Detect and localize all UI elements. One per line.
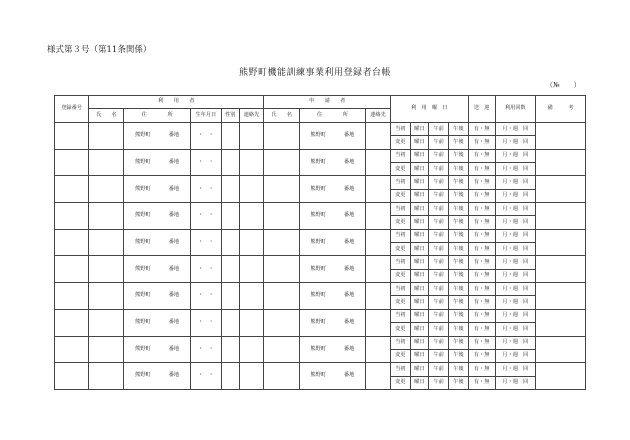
banchi-label: 番地 [168,372,180,379]
applicant-contact-cell [366,123,391,150]
header-user-name: 氏 名 [89,109,124,123]
changed-label: 変更 [390,323,410,336]
town-name: 熊野町 [310,158,326,165]
user-contact-cell [239,203,264,230]
user-gender-cell [221,283,239,310]
user-address-cell [124,363,190,390]
usage-count-unit: 月・週 回 [495,149,535,162]
transport-choice: 有・無 [468,123,495,136]
registration-number-cell [55,123,89,150]
applicant-name-cell [264,363,299,390]
banchi-label: 番地 [343,265,355,272]
town-name: 熊野町 [310,292,326,299]
header-registration-number: 登録番号 [55,96,89,123]
town-name: 熊野町 [135,265,151,272]
pm-label: 午後 [449,323,469,336]
usage-count-unit: 月・週 回 [495,229,535,242]
user-contact-cell [239,149,264,176]
ledger-row [55,229,586,242]
banchi-label: 番地 [168,158,180,165]
remarks-cell [536,309,586,336]
am-label: 午前 [429,176,449,189]
user-name-cell [89,336,124,363]
usage-count-unit: 月・週 回 [495,349,535,362]
initial-label: 当初 [390,149,410,162]
am-label: 午前 [429,149,449,162]
town-name: 熊野町 [310,132,326,139]
town-name: 熊野町 [135,185,151,192]
applicant-name-cell [264,256,299,283]
weekday-label: 曜日 [410,349,429,362]
banchi-label: 番地 [168,345,180,352]
banchi-label: 番地 [168,212,180,219]
ledger-row [55,309,586,322]
am-label: 午前 [429,163,449,176]
applicant-contact-cell [366,309,391,336]
banchi-label: 番地 [343,238,355,245]
header-remarks: 備 考 [536,96,586,123]
town-name: 熊野町 [310,319,326,326]
initial-label: 当初 [390,256,410,269]
transport-choice: 有・無 [468,336,495,349]
ledger-row [55,363,586,376]
usage-count-unit: 月・週 回 [495,323,535,336]
user-birthdate-cell: ・ ・ [190,363,221,390]
pm-label: 午後 [449,123,469,136]
applicant-contact-cell [366,149,391,176]
transport-choice: 有・無 [468,363,495,376]
banchi-label: 番地 [168,292,180,299]
remarks-cell [536,336,586,363]
usage-count-unit: 月・週 回 [495,283,535,296]
user-address-cell [124,123,190,150]
banchi-label: 番地 [168,319,180,326]
weekday-label: 曜日 [410,136,429,149]
usage-count-unit: 月・週 回 [495,376,535,389]
applicant-name-cell [264,176,299,203]
pm-label: 午後 [449,243,469,256]
pm-label: 午後 [449,363,469,376]
ledger-row [55,336,586,349]
applicant-address-cell [299,256,365,283]
transport-choice: 有・無 [468,323,495,336]
pm-label: 午後 [449,296,469,309]
applicant-name-cell [264,149,299,176]
town-name: 熊野町 [310,212,326,219]
usage-count-unit: 月・週 回 [495,269,535,282]
usage-count-unit: 月・週 回 [495,296,535,309]
transport-choice: 有・無 [468,296,495,309]
user-contact-cell [239,176,264,203]
banchi-label: 番地 [343,345,355,352]
header-usage-count: 利用回数 [495,96,535,123]
applicant-address-cell [299,229,365,256]
number-label: （№ ） [546,81,581,89]
header-applicant-contact: 連絡先 [366,109,391,123]
banchi-label: 番地 [343,212,355,219]
town-name: 熊野町 [310,372,326,379]
user-contact-cell [239,229,264,256]
applicant-name-cell [264,309,299,336]
user-address-cell [124,176,190,203]
applicant-contact-cell [366,203,391,230]
user-gender-cell [221,149,239,176]
user-name-cell [89,363,124,390]
document-title: 熊野町機能訓練事業利用登録者台帳 [238,68,391,78]
banchi-label: 番地 [168,185,180,192]
user-name-cell [89,283,124,310]
initial-label: 当初 [390,309,410,322]
town-name: 熊野町 [135,345,151,352]
changed-label: 変更 [390,269,410,282]
town-name: 熊野町 [135,158,151,165]
user-contact-cell [239,123,264,150]
applicant-contact-cell [366,256,391,283]
weekday-label: 曜日 [410,336,429,349]
user-gender-cell [221,229,239,256]
user-contact-cell [239,256,264,283]
user-contact-cell [239,309,264,336]
applicant-name-cell [264,283,299,310]
changed-label: 変更 [390,136,410,149]
remarks-cell [536,363,586,390]
ledger-row [55,176,586,189]
user-birthdate-cell: ・ ・ [190,336,221,363]
applicant-contact-cell [366,229,391,256]
weekday-label: 曜日 [410,163,429,176]
applicant-address-cell [299,149,365,176]
am-label: 午前 [429,203,449,216]
user-name-cell [89,256,124,283]
registration-number-cell [55,309,89,336]
applicant-address-cell [299,309,365,336]
pm-label: 午後 [449,283,469,296]
town-name: 熊野町 [135,238,151,245]
weekday-label: 曜日 [410,283,429,296]
user-address-cell [124,149,190,176]
header-user-gender: 性別 [221,109,239,123]
applicant-name-cell [264,336,299,363]
pm-label: 午後 [449,176,469,189]
initial-label: 当初 [390,203,410,216]
usage-count-unit: 月・週 回 [495,189,535,202]
user-name-cell [89,229,124,256]
usage-count-unit: 月・週 回 [495,123,535,136]
changed-label: 変更 [390,189,410,202]
weekday-label: 曜日 [410,269,429,282]
remarks-cell [536,229,586,256]
weekday-label: 曜日 [410,203,429,216]
header-user-address: 住 所 [124,109,190,123]
header-user-contact: 連絡先 [239,109,264,123]
weekday-label: 曜日 [410,296,429,309]
weekday-label: 曜日 [410,243,429,256]
applicant-contact-cell [366,363,391,390]
user-name-cell [89,123,124,150]
header-applicant: 申 請 者 [264,96,391,109]
pm-label: 午後 [449,376,469,389]
usage-count-unit: 月・週 回 [495,176,535,189]
ledger-row [55,123,586,136]
user-birthdate-cell: ・ ・ [190,176,221,203]
am-label: 午前 [429,283,449,296]
changed-label: 変更 [390,376,410,389]
transport-choice: 有・無 [468,189,495,202]
transport-choice: 有・無 [468,243,495,256]
user-address-cell [124,229,190,256]
applicant-contact-cell [366,283,391,310]
initial-label: 当初 [390,363,410,376]
ledger-row [55,149,586,162]
usage-count-unit: 月・週 回 [495,136,535,149]
registration-number-cell [55,363,89,390]
registration-ledger-table [54,95,586,390]
remarks-cell [536,176,586,203]
am-label: 午前 [429,309,449,322]
transport-choice: 有・無 [468,149,495,162]
banchi-label: 番地 [168,238,180,245]
usage-count-unit: 月・週 回 [495,336,535,349]
weekday-label: 曜日 [410,216,429,229]
banchi-label: 番地 [343,132,355,139]
pm-label: 午後 [449,336,469,349]
am-label: 午前 [429,376,449,389]
transport-choice: 有・無 [468,256,495,269]
transport-choice: 有・無 [468,229,495,242]
user-address-cell [124,203,190,230]
registration-number-cell [55,229,89,256]
am-label: 午前 [429,216,449,229]
initial-label: 当初 [390,229,410,242]
transport-choice: 有・無 [468,349,495,362]
user-birthdate-cell: ・ ・ [190,149,221,176]
am-label: 午前 [429,336,449,349]
banchi-label: 番地 [343,158,355,165]
usage-count-unit: 月・週 回 [495,243,535,256]
transport-choice: 有・無 [468,176,495,189]
transport-choice: 有・無 [468,203,495,216]
usage-count-unit: 月・週 回 [495,363,535,376]
weekday-label: 曜日 [410,123,429,136]
usage-count-unit: 月・週 回 [495,203,535,216]
user-contact-cell [239,336,264,363]
am-label: 午前 [429,123,449,136]
remarks-cell [536,203,586,230]
weekday-label: 曜日 [410,363,429,376]
registration-number-cell [55,283,89,310]
registration-number-cell [55,149,89,176]
pm-label: 午後 [449,216,469,229]
pm-label: 午後 [449,149,469,162]
town-name: 熊野町 [135,212,151,219]
registration-number-cell [55,336,89,363]
usage-count-unit: 月・週 回 [495,309,535,322]
user-gender-cell [221,256,239,283]
usage-count-unit: 月・週 回 [495,256,535,269]
weekday-label: 曜日 [410,176,429,189]
header-user: 利 用 者 [89,96,264,109]
usage-count-unit: 月・週 回 [495,163,535,176]
remarks-cell [536,123,586,150]
am-label: 午前 [429,269,449,282]
banchi-label: 番地 [343,319,355,326]
user-name-cell [89,309,124,336]
initial-label: 当初 [390,176,410,189]
changed-label: 変更 [390,163,410,176]
am-label: 午前 [429,136,449,149]
ledger-row [55,256,586,269]
user-gender-cell [221,203,239,230]
am-label: 午前 [429,349,449,362]
user-address-cell [124,309,190,336]
weekday-label: 曜日 [410,309,429,322]
banchi-label: 番地 [343,185,355,192]
user-contact-cell [239,363,264,390]
am-label: 午前 [429,363,449,376]
pm-label: 午後 [449,203,469,216]
weekday-label: 曜日 [410,229,429,242]
registration-number-cell [55,256,89,283]
transport-choice: 有・無 [468,309,495,322]
am-label: 午前 [429,189,449,202]
user-birthdate-cell: ・ ・ [190,283,221,310]
town-name: 熊野町 [310,265,326,272]
town-name: 熊野町 [310,345,326,352]
header-user-birthdate: 生年月日 [190,109,221,123]
transport-choice: 有・無 [468,269,495,282]
header-usage-day: 利 用 曜 日 [390,96,468,123]
am-label: 午前 [429,296,449,309]
weekday-label: 曜日 [410,149,429,162]
transport-choice: 有・無 [468,216,495,229]
town-name: 熊野町 [310,238,326,245]
user-gender-cell [221,123,239,150]
user-gender-cell [221,309,239,336]
am-label: 午前 [429,256,449,269]
applicant-address-cell [299,363,365,390]
pm-label: 午後 [449,269,469,282]
user-address-cell [124,256,190,283]
applicant-name-cell [264,123,299,150]
banchi-label: 番地 [168,265,180,272]
applicant-name-cell [264,203,299,230]
pm-label: 午後 [449,256,469,269]
banchi-label: 番地 [343,292,355,299]
applicant-address-cell [299,203,365,230]
user-name-cell [89,176,124,203]
user-birthdate-cell: ・ ・ [190,309,221,336]
am-label: 午前 [429,323,449,336]
form-number: 様式第３号（第11条関係） [47,45,152,55]
usage-count-unit: 月・週 回 [495,216,535,229]
pm-label: 午後 [449,229,469,242]
header-transport: 送 迎 [468,96,495,123]
changed-label: 変更 [390,296,410,309]
am-label: 午前 [429,243,449,256]
header-applicant-name: 氏 名 [264,109,299,123]
initial-label: 当初 [390,336,410,349]
applicant-contact-cell [366,336,391,363]
user-address-cell [124,283,190,310]
pm-label: 午後 [449,309,469,322]
pm-label: 午後 [449,349,469,362]
user-contact-cell [239,283,264,310]
ledger-row [55,203,586,216]
transport-choice: 有・無 [468,136,495,149]
applicant-address-cell [299,176,365,203]
registration-number-cell [55,176,89,203]
user-birthdate-cell: ・ ・ [190,123,221,150]
ledger-row [55,283,586,296]
changed-label: 変更 [390,349,410,362]
applicant-address-cell [299,283,365,310]
weekday-label: 曜日 [410,189,429,202]
pm-label: 午後 [449,189,469,202]
header-applicant-address: 住 所 [299,109,365,123]
user-name-cell [89,203,124,230]
town-name: 熊野町 [135,372,151,379]
user-name-cell [89,149,124,176]
initial-label: 当初 [390,283,410,296]
banchi-label: 番地 [168,132,180,139]
town-name: 熊野町 [310,185,326,192]
user-birthdate-cell: ・ ・ [190,256,221,283]
weekday-label: 曜日 [410,323,429,336]
registration-number-cell [55,203,89,230]
initial-label: 当初 [390,123,410,136]
am-label: 午前 [429,229,449,242]
transport-choice: 有・無 [468,376,495,389]
town-name: 熊野町 [135,132,151,139]
user-gender-cell [221,336,239,363]
remarks-cell [536,283,586,310]
user-birthdate-cell: ・ ・ [190,229,221,256]
transport-choice: 有・無 [468,163,495,176]
user-gender-cell [221,176,239,203]
banchi-label: 番地 [343,372,355,379]
changed-label: 変更 [390,243,410,256]
weekday-label: 曜日 [410,256,429,269]
town-name: 熊野町 [135,319,151,326]
transport-choice: 有・無 [468,283,495,296]
user-address-cell [124,336,190,363]
user-gender-cell [221,363,239,390]
town-name: 熊野町 [135,292,151,299]
weekday-label: 曜日 [410,376,429,389]
applicant-contact-cell [366,176,391,203]
pm-label: 午後 [449,136,469,149]
remarks-cell [536,149,586,176]
remarks-cell [536,256,586,283]
applicant-address-cell [299,123,365,150]
pm-label: 午後 [449,163,469,176]
applicant-name-cell [264,229,299,256]
changed-label: 変更 [390,216,410,229]
applicant-address-cell [299,336,365,363]
user-birthdate-cell: ・ ・ [190,203,221,230]
